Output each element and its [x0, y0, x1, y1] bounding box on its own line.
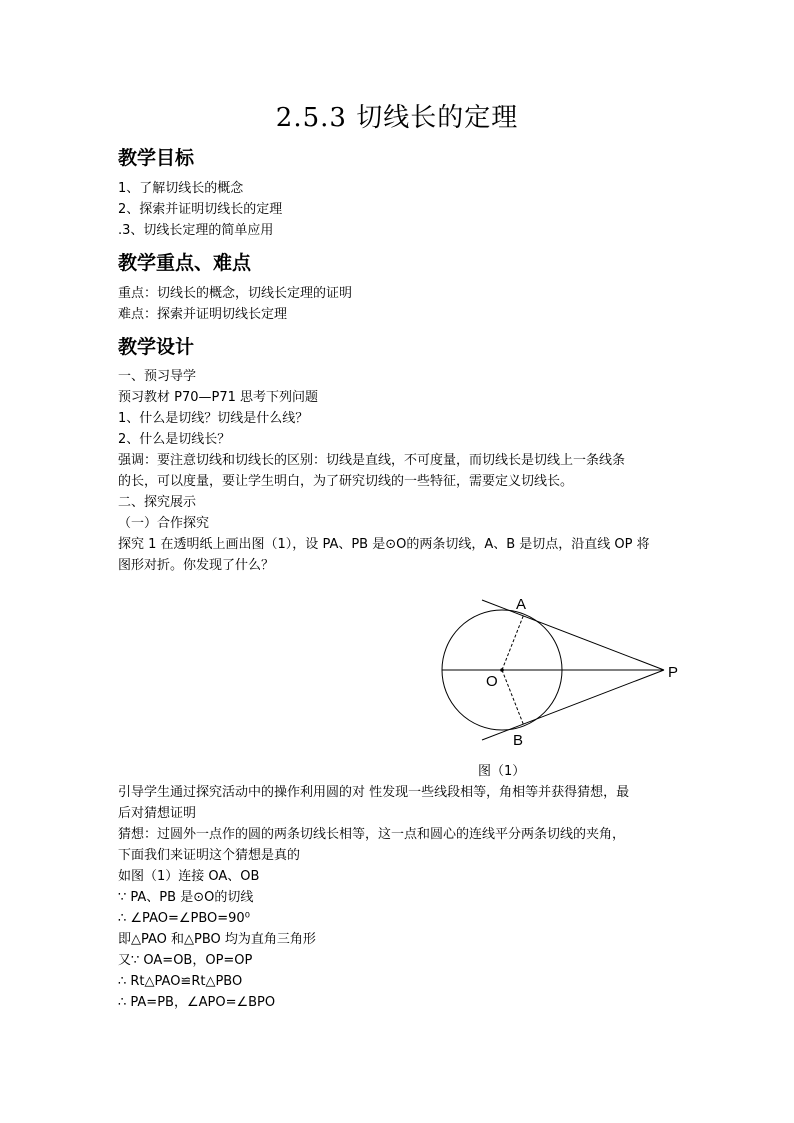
page-title: 2.5.3 切线长的定理	[275, 103, 519, 133]
key-point-2: 难点：探索并证明切线长定理	[118, 307, 288, 322]
figure-caption: 图（1）	[478, 764, 526, 779]
tangent-pa	[482, 600, 664, 670]
after-line-9: 又∵ OA=OB，OP=OP	[118, 953, 253, 968]
after-line-4: 下面我们来证明这个猜想是真的	[118, 848, 301, 863]
design-line-9: 探究 1 在透明纸上画出图（1），设 PA、PB 是⊙O的两条切线，A、B 是切点，沿直线 OP 将	[118, 537, 650, 552]
heading-teaching-design: 教学设计	[118, 336, 195, 358]
design-line-8: （一）合作探究	[118, 516, 210, 531]
after-line-3: 猜想：过圆外一点作的圆的两条切线长相等，这一点和圆心的连线平分两条切线的夹角，	[118, 827, 626, 842]
label-b: B	[513, 732, 524, 749]
radius-oa	[502, 614, 524, 670]
heading-teaching-goals: 教学目标	[118, 147, 195, 169]
tangent-figure	[420, 590, 700, 780]
key-point-1: 重点：切线长的概念，切线长定理的证明	[118, 286, 353, 301]
after-line-8: 即△PAO 和△PBO 均为直角三角形	[118, 932, 316, 947]
design-line-5: 强调：要注意切线和切线长的区别：切线是直线，不可度量，而切线长是切线上一条线条	[118, 453, 626, 468]
after-line-10: ∴ Rt△PAO≌Rt△PBO	[118, 974, 243, 989]
after-line-11: ∴ PA=PB，∠APO=∠BPO	[118, 995, 276, 1010]
after-line-5: 如图（1）连接 OA、OB	[118, 869, 260, 884]
design-line-2: 预习教材 P70—P71 思考下列问题	[118, 390, 319, 405]
goal-item-1: 1、了解切线长的概念	[118, 181, 244, 196]
design-line-6: 的长，可以度量，要让学生明白，为了研究切线的一些特征，需要定义切线长。	[118, 474, 574, 489]
label-a: A	[516, 596, 527, 613]
design-line-4: 2、什么是切线长？	[118, 432, 231, 447]
design-line-10: 图形对折。你发现了什么？	[118, 558, 275, 573]
radius-ob	[502, 670, 524, 726]
goal-item-2: 2、探索并证明切线长的定理	[118, 202, 283, 217]
design-line-7: 二、探究展示	[118, 495, 197, 510]
label-p: P	[668, 664, 679, 681]
tangent-pb	[482, 670, 664, 740]
center-point	[500, 668, 504, 672]
after-line-1: 引导学生通过探究活动中的操作利用圆的对 性发现一些线段相等，角相等并获得猜想，最	[118, 785, 630, 800]
after-line-7: ∴ ∠PAO=∠PBO=90⁰	[118, 911, 250, 926]
after-line-2: 后对猜想证明	[118, 806, 197, 821]
design-line-1: 一、预习导学	[118, 369, 197, 384]
after-line-6: ∵ PA、PB 是⊙O的切线	[118, 890, 254, 905]
label-o: O	[486, 673, 498, 690]
heading-key-points: 教学重点、难点	[118, 252, 252, 274]
goal-item-3: .3、切线长定理的简单应用	[118, 223, 274, 238]
design-line-3: 1、什么是切线？切线是什么线？	[118, 411, 309, 426]
